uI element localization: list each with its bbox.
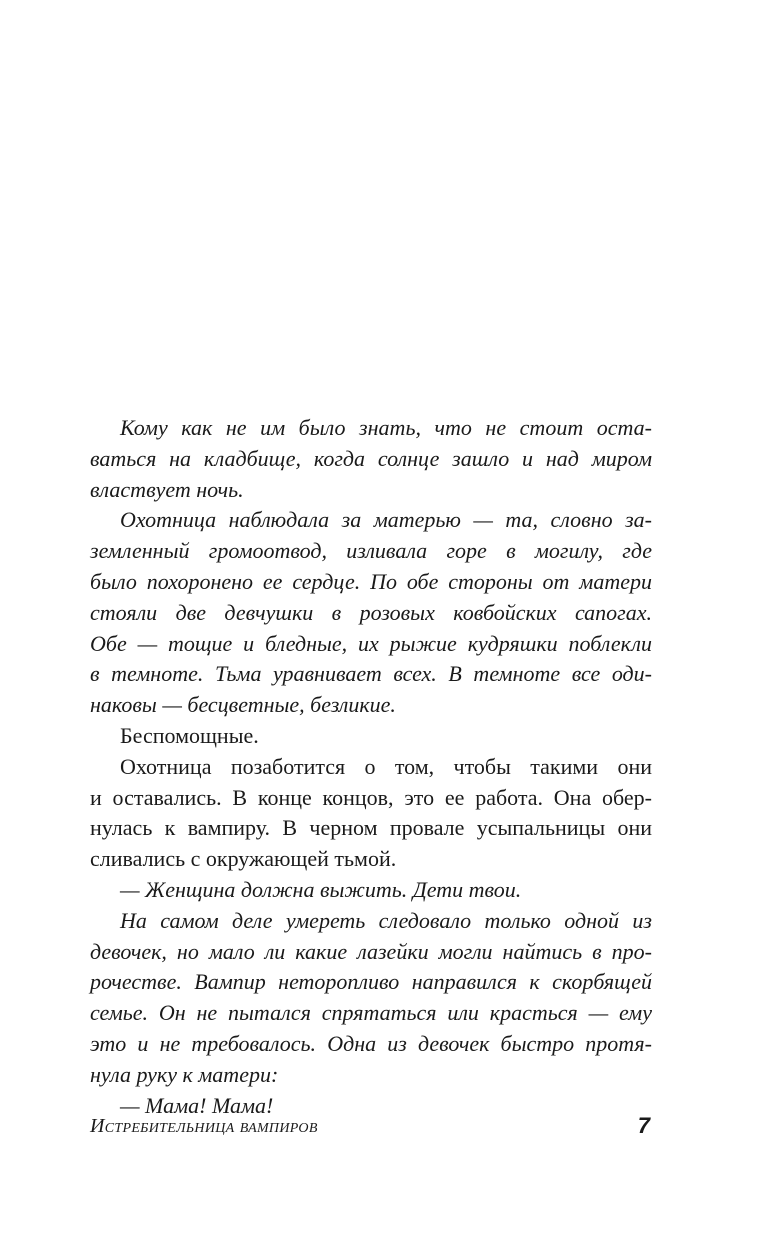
text-line: земленный громоотвод, изливала горе в могилу, где xyxy=(90,538,652,564)
text-line: ваться на кладбище, когда солнце зашло и над миром xyxy=(90,445,652,471)
text-line: наковы — бесцветные, безликие. xyxy=(90,692,396,718)
text-line: девочек, но мало ли какие лазейки могли найтись в про- xyxy=(90,938,652,964)
text-line: семье. Он не пытался спрятаться или красться — ему xyxy=(90,1000,652,1026)
page-number: 7 xyxy=(637,1113,650,1138)
text-line: было похоронено ее сердце. По обе стороны от матери xyxy=(90,568,652,594)
text-line: сливались с окружающей тьмой. xyxy=(90,846,397,872)
text-line: Кому как не им было знать, что не стоит оста- xyxy=(120,415,652,440)
text-line: Обе — тощие и бледные, их рыжие кудряшки поблекли xyxy=(90,630,652,656)
text-line: в темноте. Тьма уравнивает всех. В темноте все оди- xyxy=(90,661,652,687)
text-line: нулась к вампиру. В черном провале усыпальницы они xyxy=(90,815,652,841)
text-line: Охотница позаботится о том, чтобы такими они xyxy=(120,753,652,779)
running-title: Истребительница вампиров xyxy=(90,1115,318,1137)
text-line: Охотница наблюдала за матерью — та, словно за- xyxy=(120,507,652,533)
text-line: властвует ночь. xyxy=(90,476,244,502)
text-line: это и не требовалось. Одна из девочек быстро протя- xyxy=(90,1030,652,1056)
page-footer xyxy=(90,1110,652,1142)
text-line: и оставались. В конце концов, это ее работа. Она обер- xyxy=(90,784,652,810)
text-line: рочестве. Вампир неторопливо направился к скорбящей xyxy=(90,969,652,995)
text-line: стояли две девчушки в розовых ковбойских сапогах. xyxy=(90,599,652,625)
dialogue-line: — Мама! Мама! xyxy=(120,1092,274,1118)
text-line: нула руку к матери: xyxy=(90,1061,279,1087)
body-text xyxy=(90,413,652,1121)
text-line: Беспомощные. xyxy=(120,722,259,748)
text-line: На самом деле умереть следовало только одной из xyxy=(120,907,652,933)
dialogue-line: — Женщина должна выжить. Дети твои. xyxy=(120,876,522,902)
